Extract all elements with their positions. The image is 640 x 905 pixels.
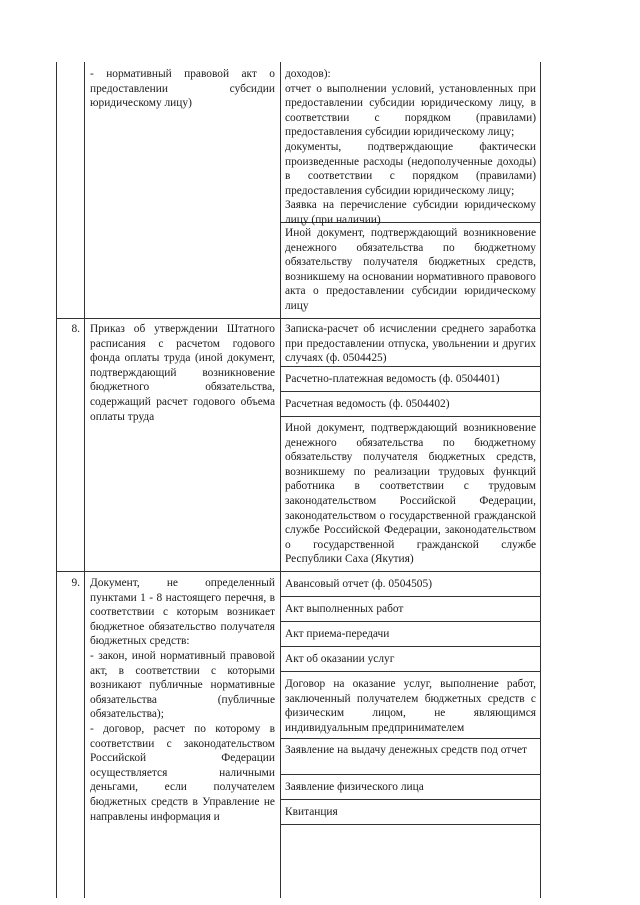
row-document: Расчетная ведомость (ф. 0504402) [285,398,450,410]
row-basis: Документ, не определенный пунктами 1 - 8 настоящего перечня, в соответствии с которым возникает бюджетное обязательство получателя бюджетных средств: - закон, иной нормативный правовой акт, в соответствии с которыми возникают публичные нормативные обязательства (публичные обязательства); - договор, расчет по которому в соответствии с законодательством Российской Федерации осуществляется наличными деньгами, если получателем бюджетных средств в Управление не направлены информация и [90,577,275,823]
doc-separator [280,366,541,367]
row-document: Акт выполненных работ [285,603,404,615]
row-document: Договор на оказание услуг, выполнение работ, заключенный получателем бюджетных средств с физическим лицом, не являющимся индивидуальным предпринимателем [285,678,536,734]
row-document: Заявление на выдачу денежных средств под отчет [285,744,528,756]
doc-separator [280,824,541,825]
row-number: 9. [71,577,80,589]
row-separator [56,571,541,572]
row-number: 8. [71,323,80,335]
doc-separator [280,391,541,392]
row-document: Акт об оказании услуг [285,653,395,665]
doc-separator [280,799,541,800]
doc-separator [280,671,541,672]
row-basis: Приказ об утверждении Штатного расписания с расчетом годового фонда оплаты труда (иной документ, подтверждающий возникновение бюджетного обязательства, содержащий расчет годового объема оплаты труда [90,323,275,423]
row-document: доходов): отчет о выполнении условий, установленных при предоставлении субсидии юридическому лицу, в соответствии с порядком (правилами) предоставления субсидии юридическому лицу; документы, подтверждающие фактически произведенные расходы (недополученные доходы) в соответствии с порядком (правилами) предоставления субсидии юридическому лицу; Заявка на перечисление субсидии юридическому лицу (при наличии) [285,68,536,226]
row-document: Квитанция [285,806,338,818]
row-document: Авансовый отчет (ф. 0504505) [285,578,432,590]
row-document: Иной документ, подтверждающий возникновение денежного обязательства по бюджетному обязательству получателя бюджетных средств, возникшему по реализации трудовых функций работника в соответствии с трудовым законодательством Российской Федерации, законодательством о государственной гражданской службе Российской Федерации, законодательством о государственной гражданской службе Республики Саха (Якутия) [285,422,536,566]
table-border-mid [280,62,281,898]
row-document: Заявление физического лица [285,781,424,793]
row-document: Акт приема-передачи [285,628,390,640]
doc-separator [280,416,541,417]
doc-separator [280,596,541,597]
table-border-num [84,62,85,898]
doc-separator [280,738,541,739]
doc-separator [280,646,541,647]
row-document: Расчетно-платежная ведомость (ф. 0504401) [285,373,500,385]
row-separator [56,318,541,319]
row-basis: - нормативный правовой акт о предоставлении субсидии юридическому лицу) [90,68,275,110]
row-document: Иной документ, подтверждающий возникновение денежного обязательства по бюджетному обязательству получателя бюджетных средств, возникшему на основании нормативного правового акта о предоставлении субсидии юридическому лицу [285,227,536,312]
table-border-left [56,62,57,898]
table-border-right [540,62,541,898]
row-document: Записка-расчет об исчислении среднего заработка при предоставлении отпуска, увольнении и других случаях (ф. 0504425) [285,323,536,365]
doc-separator [280,774,541,775]
doc-separator [280,621,541,622]
